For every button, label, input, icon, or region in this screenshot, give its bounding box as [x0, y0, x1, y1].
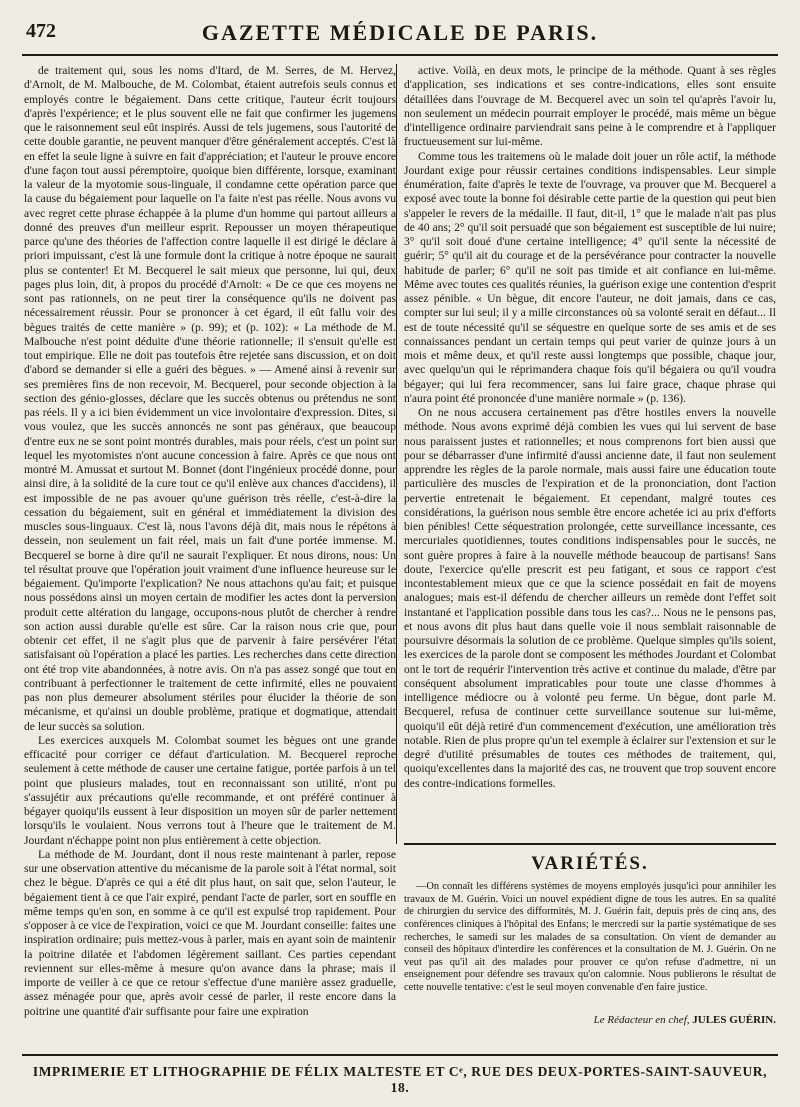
editor-signature	[404, 1013, 776, 1026]
varietes-title: VARIÉTÉS.	[531, 853, 649, 874]
left-paragraph-2: Les exercices auxquels M. Colombat soumet les bègues ont une grande efficacité pour corriger ce défaut d'articulation. M. Becquerel reproche seulement à cette méthode de causer une certaine fatigue, portée parfois à un tel point que plusieurs malades, tout en reconnaissant son utilité, n'ont pu s'assujétir aux précautions qu'elle recommande, et ont préféré continuer à bégayer quoiqu'ils eussent à leur disposition un moyen sûr de parler nettement lorsqu'ils le voulaient. Nous verrons tout à l'heure que le traitement de M. Jourdant n'échappe point non plus entièrement à cette objection.	[24, 733, 396, 847]
signature-name: JULES GUÉRIN.	[692, 1013, 776, 1026]
right-column-article	[404, 64, 776, 829]
journal-title: GAZETTE MÉDICALE DE PARIS.	[201, 20, 599, 45]
left-column	[24, 64, 396, 1026]
printer-imprint: IMPRIMERIE ET LITHOGRAPHIE DE FÉLIX MALTESTE ET Cᵉ, RUE DES DEUX-PORTES-SAINT-SAUVEUR, 18.	[22, 1054, 778, 1090]
right-paragraph-3: On ne nous accusera certainement pas d'être hostiles envers la nouvelle méthode. Nous avons exprimé déjà combien les vues qui lui servent de base nous paraissent justes et rationnelles; et nous comprenons fort bien aussi que pour se débarrasser d'une infirmité d'aussi ancienne date, il faut non seulement apprendre les règles de la parole normale, mais aussi faire une éducation toute particulière des muscles de l'expiration et de la prononciation, dont l'action pervertie entretenait le bégaiement. Et cependant, malgré toutes ces considérations, la guérison nous semble être encore achetée ici au prix d'efforts bien pénibles! Cette séquestration prolongée, cette surveillance incessante, ces mercuriales quotidiennes, toutes conditions indispensables pour le succès, ne sont guère propres à faire à la nouvelle méthode beaucoup de partisans! Sans doute, l'exercice qu'elle prescrit est peu fatigant, et sous ce rapport c'est incontestablement mieux que ce que la science possédait en fait de moyens analogues; mais est-il défendu de chercher ailleurs un remède dont l'effet soit instantané et l'application possible dans tous les cas?... Nous ne le pensons pas, et nous avons dit plus haut dans quelle voie il nous semblait raisonnable de poursuivre désormais la solution de ce problème. Quelque simples qu'ils soient, les exercices de la parole dont se composent les méthodes Jourdant et Colombat ont le tort de requérir l'intervention très active et continue du malade, d'être par conséquent absolument impraticables pour toute une classe d'hommes à intelligence médiocre ou à volonté peu ferme. Un bègue, dont parle M. Becquerel, refusa de continuer cette surveillance soutenue sur lui-même, quoiqu'il eût déjà retiré d'un commencement d'exécution, une amélioration très notable. Rien de plus propre qu'un tel exemple à éclairer sur l'extension et sur le degré d'utilité présumables de toutes ces méthodes de traitement, qui, quoiqu'excellentes dans la majorité des cas, ne trouvent que trop souvent encore des contre-indications formelles.	[404, 406, 776, 790]
page-header	[22, 14, 778, 56]
right-paragraph-1: active. Voilà, en deux mots, le principe de la méthode. Quant à ses règles d'application, ses indications et ses contre-indications, elles sont ensuite détaillées dans l'ouvrage de M. Becquerel avec un soin tel qu'après l'avoir lu, non seulement un médecin pourrait employer le procédé, mais même un bègue d'intelligence ordinaire parviendrait sans peine à le comprendre et à l'appliquer fructueusement sur lui-même.	[404, 64, 776, 149]
right-paragraph-2: Comme tous les traitemens où le malade doit jouer un rôle actif, la méthode Jourdant exige pour réussir certaines conditions indispensables. Leur simple énumération, faite d'après le texte de l'ouvrage, va prouver que M. Becquerel a exposé avec toute la bonne foi désirable cette partie de la question qui peut bien s'appeler le revers de la médaille. Il faut, dit-il, 1° que le malade n'ait pas plus de 40 ans; 2° qu'il soit persuadé que son bégaiement est susceptible de lui nuire; 3° qu'il soit doué d'une certaine intelligence; 4° qu'il sente la nécessité de guérir; 5° qu'il ait du courage et de la persévérance pour contracter la nouvelle habitude de parler; 6° qu'il ne soit pas timide et ait confiance en lui-même. Même avec toutes ces qualités réunies, la guérison exige une contention d'esprit assez pénible. « Un bègue, dit encore l'auteur, ne doit jamais, dans ce cas, compter sur lui seul; il y a mille circonstances où sa volonté serait en défaut... Il est de toute nécessité qu'il se séquestre en quelque sorte de ses amis et de ses connaissances pendant un certain temps qui peut varier de quinze jours à un mois et même deux, et qu'il reste aussi longtemps que possible, chaque jour, avec quelqu'un qui le réprimandera chaque fois qu'il bégaiera ou qu'il voudra bégayer; qui lui fera recommencer, sans lui faire grace, chaque phrase qui n'aura point été prononcée d'une manière normale » (p. 136).	[404, 149, 776, 405]
left-paragraph-3: La méthode de M. Jourdant, dont il nous reste maintenant à parler, repose sur une observation attentive du mécanisme de la parole soit à l'état normal, soit chez le bègue. D'après ce qui a été dit plus haut, on sait que, selon l'auteur, le bégaiement tient à ce que l'air expiré, pendant l'acte de parler, sort en souffle en même temps qu'en son, en somme à ce qu'il est expulsé trop rapidement. Pour s'opposer à ce vice de l'expiration, voici ce que M. Jourdant conseille: faites une inspiration ordinaire; puis mettez-vous à parler, mais en ayant soin de maintenir la poitrine dilatée et l'abdomen légèrement saillant. Ces parties cependant reviennent sur elles-même à mesure qu'on avance dans la phrase; mais il importe de veiller à ce que ce retour s'effectue d'une manière assez graduelle, assez ménagée pour que, après avoir cessé de parler, il reste encore dans la poitrine une quantité d'air suffisante pour faire une expiration	[24, 847, 396, 1018]
varietes-section	[404, 843, 776, 1026]
left-paragraph-1: de traitement qui, sous les noms d'Itard, de M. Serres, de M. Hervez, d'Arnolt, de M. Malbouche, de M. Colombat, étaient autrefois seuls connus et employés contre le bégaiement. Dans cette critique, l'auteur écrit toujours d'après l'expérience; et le plus souvent elle ne fait que confirmer les jugemens que le raisonnement seul eût inspirés. Aussi de tels jugemens, sous l'autorité de cette double garantie, ne peuvent manquer d'être généralement acceptés. C'est là en effet la seule ligne à suivre en fait d'appréciation; et l'auteur le prouve encore d'une façon tout aussi péremptoire, quoique bien différente, lorsque, examinant la valeur de la myotomie sous-linguale, il condamne cette opération parce que la cause du bégaiement pour laquelle on l'a faite n'est pas réelle. Nous avons vu avec regret cette phrase échappée à la plume d'un homme qui partout ailleurs a donné des preuves d'un meilleur esprit. Repousser un moyen thérapeutique parce qu'une des théories de l'affection contre laquelle il est dirigé le déclare à priori impuissant, c'est là une formule dont la critique à notre époque ne saurait plus se contenter! Et M. Becquerel le sait mieux que personne, lui qui, deux pages plus loin, dit, à propos du procédé d'Arnolt: « De ce que ces moyens ne sont pas rationnels, on ne peut tirer la conséquence qu'ils ne doivent pas nécessairement réussir. Pour se prononcer à cet égard, il eût fallu voir des bègues traités de cette manière » (p. 99); et (p. 102): « La méthode de M. Malbouche n'est point déduite d'une théorie rationnelle; il s'ensuit qu'elle est tout empirique. Elle ne doit pas toutefois être rejetée sans discussion, et on doit d'abord se demander si elle a guéri des bègues. » — Amené ainsi à revenir sur ses premières fins de non recevoir, M. Becquerel, pour seconde objection à la section des génio-glosses, déclare que les succès obtenus ou prétendus ne sont pas réels. Il y a ici bien évidemment un vice involontaire d'expression. Dites, si vous voulez, que les succès annoncés ne sont pas généraux, que beaucoup d'entre eux ne se sont point montrés durables, mais pour réels, c'est un point sur lequel les myotomistes n'ont aucune concession à faire. Après ce que nous ont montré M. Amussat et surtout M. Bonnet (dont l'ingénieux procédé donne, pour ainsi dire, à la solidité de la cure tout ce qu'il enlève aux chances d'accidens), il est impossible de ne pas avouer qu'une guérison très réelle, c'est-à-dire la cessation du bégaiement, suit en général et immédiatement la division des muscles sous-linguaux. C'est là, nous l'avons déjà dit, mais nous le répétons à dessein, non seulement un fait réel, mais un fait d'une portée immense. M. Becquerel se borne à dire qu'il ne saurait l'expliquer. Et nous dirons, nous: Un tel résultat prouve que l'opération jouit vraiment d'une influence heureuse sur le bégaiement. Qu'importe l'explication? Ne nous attachons qu'au fait; et puisque nous possédons ainsi un moyen certain de modifier les actes dont la perversion produit cette altération du langage, occupons-nous plutôt de chercher à rendre son action aussi durable qu'elle est sûre. Car la raison nous crie que, pour obtenir cet effet, il ne s'agit plus que de parvenir à faire persévérer l'état satisfaisant où l'opération a placé les parties. Les recherches dans cette direction ont été trop vite abandonnées, à notre avis. On n'a pas assez songé que tout en contribuant à perfectionner le traitement de cette infirmité, elles ne pouvaient pas non plus demeurer absolument stériles pour élucider la théorie de son mécanisme, et qu'ainsi un double problème, pratique et dogmatique, attendait de leur succès sa solution.	[24, 64, 396, 733]
column-divider	[396, 64, 397, 844]
right-column	[404, 64, 776, 1026]
varietes-text	[404, 881, 776, 994]
page-number: 472	[26, 20, 56, 42]
signature-role: Le Rédacteur en chef,	[593, 1013, 690, 1026]
varietes-paragraph: —On connaît les différens systèmes de moyens employés jusqu'ici pour annihiler les travaux de M. Guérin. Voici un nouvel expédient digne de tous les autres. En sa qualité de chirurgien du service des difformités, M. J. Guérin fait, depuis près de cinq ans, des conférences cliniques à l'hôpital des Enfans; le mercredi sur la partie systématique de ses recherches, le samedi sur les malades de sa consultation. On vient de demander au conseil des hôpitaux d'interdire les conférences et la consultation de M. J. Guérin. On ne veut pas qu'il ait des malades pour prouver ce qu'on refuse d'admettre, ni un enseignement pour défendre ses travaux qu'on calomnie. Nous publierons le résultat de cette nouvelle tentative: c'est le seul moyen convenable d'en faire justice.	[404, 881, 776, 993]
